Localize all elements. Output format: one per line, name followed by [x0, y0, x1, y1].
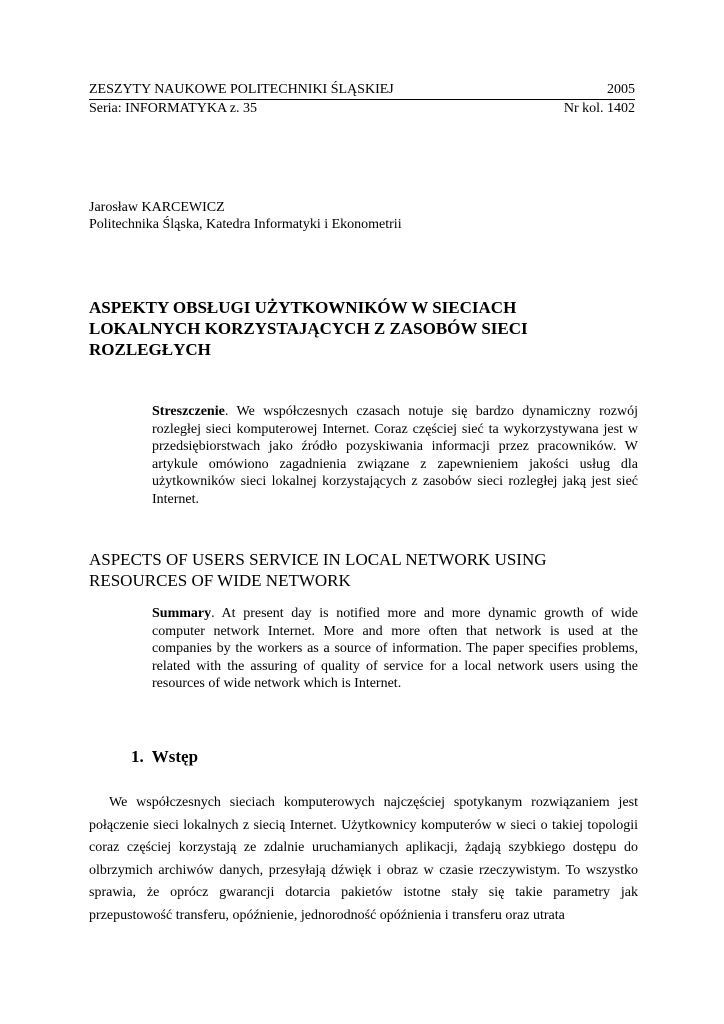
abstract-english [152, 605, 638, 693]
body-text [89, 792, 638, 928]
journal-header [89, 82, 635, 100]
author-name: Jarosław KARCEWICZ [89, 200, 225, 215]
issue-number: Nr kol. 1402 [563, 101, 635, 116]
series-header [89, 101, 635, 117]
author-affiliation: Politechnika Śląska, Katedra Informatyki i Ekonometrii [89, 217, 402, 232]
title-english: ASPECTS OF USERS SERVICE IN LOCAL NETWORK USING RESOURCES OF WIDE NETWORK [89, 550, 547, 590]
abstract-polish-text: . We współczesnych czasach notuje się bardzo dynamiczny rozwój rozległej sieci komputerowej Internet. Coraz częściej sieć ta wykorzystywana jest w przedsiębiorstwach jako źródło pozyskiwania informacji przez pracowników. W artykule omówiono zagadnienia związane z zapewnieniem jakości usług dla użytkowników sieci lokalnej korzystających z zasobów sieci rozległej jaką jest sieć Internet. [152, 404, 638, 507]
body-paragraph: We współczesnych sieciach komputerowych najczęściej spotykanym rozwiązaniem jest połączenie sieci lokalnych z siecią Internet. Użytkownicy komputerów w sieci o takiej topologii coraz częściej korzystają ze zdalnie uruchamianych aplikacji, żądają szybkiego dostępu do olbrzymich archiwów danych, przesyłają dźwięk i obraz w czasie rzeczywistym. To wszystko sprawia, że oprócz gwarancji dotarcia pakietów istotne stały się takie parametry jak przepustowość transferu, opóźnienie, jednorodność opóźnienia i transferu oraz utrata [89, 795, 638, 923]
journal-name: ZESZYTY NAUKOWE POLITECHNIKI ŚLĄSKIEJ [89, 82, 394, 97]
abstract-polish [152, 403, 638, 508]
journal-year: 2005 [607, 82, 635, 97]
series-name: Seria: INFORMATYKA z. 35 [89, 101, 257, 116]
section-heading [131, 746, 198, 767]
abstract-polish-label: Streszczenie [152, 404, 225, 419]
section-number: 1. [131, 747, 144, 766]
section-title: Wstęp [151, 747, 199, 766]
author-block [89, 199, 402, 233]
abstract-english-label: Summary [152, 606, 212, 621]
abstract-english-text: . At present day is notified more and more dynamic growth of wide computer network Internet. More and more often that network is used at the companies by the workers as a source of information. The paper specifies problems, related with the assuring of quality of service for a local network users using the resources of wide network which is Internet. [152, 606, 638, 691]
title-polish: ASPEKTY OBSŁUGI UŻYTKOWNIKÓW W SIECIACH LOKALNYCH KORZYSTAJĄCYCH Z ZASOBÓW SIECI ROZLEGŁYCH [89, 298, 528, 359]
